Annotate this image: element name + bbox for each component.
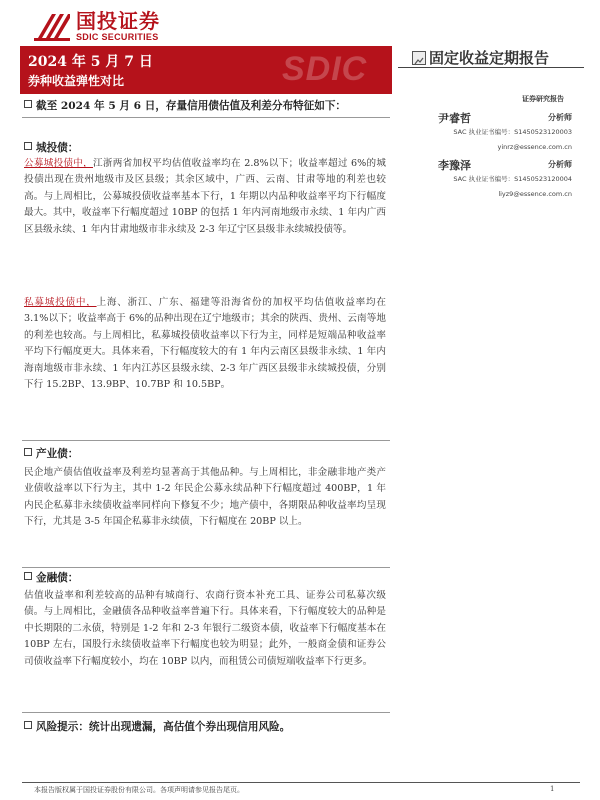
divider (22, 440, 390, 441)
report-subtitle: 券种收益弹性对比 (28, 74, 125, 88)
summary-heading: 截至 2024 年 5 月 6 日，存量信用债估值及利差分布特征如下： (24, 98, 346, 113)
analyst-email[interactable]: yinrz@essence.com.cn (497, 143, 572, 151)
analyst-title: 分析师 (548, 112, 572, 122)
risk-warning: 风险提示：统计出现遗漏，高估值个券出现信用风险。 (24, 719, 290, 734)
highlight-public-city: 公募城投债中， (24, 158, 94, 169)
paragraph-industry: 民企地产债估值收益率及利差均显著高于其他品种。与上周相比，非金融非地产类产业债收益率以下行为主，其中 1-2 年民企公募永续品种下行幅度超过 400BP，1 年内民企私募非永续债收益率同样向下修复不少；地产债中，各期限品种收益率均呈现下行，尤其是 3-5 年国企私募非永续债，下行幅度在 20BP 以上。 (24, 467, 386, 528)
report-date: 2024 年 5 月 7 日 (28, 54, 153, 70)
section-title-finance: 金融债： (24, 570, 78, 585)
bullet-square-icon (24, 448, 32, 456)
footer-divider (22, 782, 580, 783)
paragraph-finance: 估值收益率和利差较高的品种有城商行、农商行资本补充工具、证券公司私募次级债。与上周相比，金融债各品种收益率普遍下行。具体来看，下行幅度较大的品种是中长期限的二永债，特别是 1-2 年和 2-3 年银行二级资本债，收益率下行幅度基本在 10BP 左右，国股行永续债收益率下行幅度也较为明显；此外，一般商金债和证券公司债收益率下行幅度较小，均在 10BP 以内，而租赁公司债短端收益率下行更多。 (24, 590, 386, 667)
brand-logo (34, 8, 160, 44)
brand-name-en: SDIC SECURITIES (76, 32, 159, 42)
analyst-sac: SAC 执业证书编号：S1450523120003 (453, 128, 572, 136)
analyst-sac: SAC 执业证书编号：S1450523120004 (453, 175, 572, 183)
footer-disclaimer: 本报告版权属于国投证券股份有限公司。各项声明请参见报告尾页。 (34, 786, 244, 794)
bullet-square-icon (24, 142, 32, 150)
analyst-name: 李豫泽 (438, 159, 471, 172)
paragraph-private-city: 私募城投债中，上海、浙江、广东、福建等沿海省份的加权平均估值收益率均在 3.1%以下；收益率高于 6%的品种出现在辽宁地级市；其余的陕西、贵州、云南等地的利差也较高。与上周相比，私募城投债收益率以下行为主，同样是短端品种收益率平均下行幅度更大。具体来看，下行幅度较大的有 1 年内云南区县级非永续、1 年内海南地级市非永续、1 年内江苏区县级永续、2-3 年广西区县级非永续城投债，分别下行 15.2BP、13.9BP、10.7BP 和 10.5BP。 (24, 297, 387, 391)
title-banner (20, 46, 392, 94)
divider (22, 117, 390, 118)
bullet-square-icon (24, 572, 32, 580)
paragraph-public-city: 公募城投债中，江浙两省加权平均估值收益率均在 2.8%以下；收益率超过 6%的城投债出现在贵州地级市及区县级；其余区域中，广西、云南、甘肃等地的利差也较高。与上周相比，公募城投债收益率基本下行，1 年期以内品种收益率平均下行幅度最大。其中，收益率下行幅度超过 10BP 的包括 1 年内河南地级市永续、1 年内广西区县级永续、1 年内甘肃地级市非永续及 2-3 年辽宁区县级非永续城投债等。 (24, 158, 386, 235)
page-number: 1 (550, 785, 555, 793)
report-category: 证券研究报告 (522, 94, 564, 103)
report-type-divider (398, 67, 584, 68)
analyst-email[interactable]: liyz9@essence.com.cn (498, 190, 572, 198)
bullet-square-icon (24, 721, 32, 729)
brand-name: 国投证券 (76, 9, 160, 33)
report-type-icon (412, 51, 426, 65)
highlight-private-city: 私募城投债中， (24, 297, 97, 308)
divider (22, 567, 390, 568)
analyst-title: 分析师 (548, 159, 572, 169)
divider (22, 712, 390, 713)
logo-mark-icon (34, 8, 70, 44)
report-type (412, 47, 549, 68)
report-type-label: 固定收益定期报告 (429, 49, 550, 67)
section-title-industry: 产业债： (24, 446, 78, 461)
banner-watermark: SDIC (282, 50, 368, 88)
analyst-name: 尹睿哲 (438, 112, 471, 125)
section-title-city: 城投债： (24, 140, 78, 155)
bullet-square-icon (24, 100, 32, 108)
